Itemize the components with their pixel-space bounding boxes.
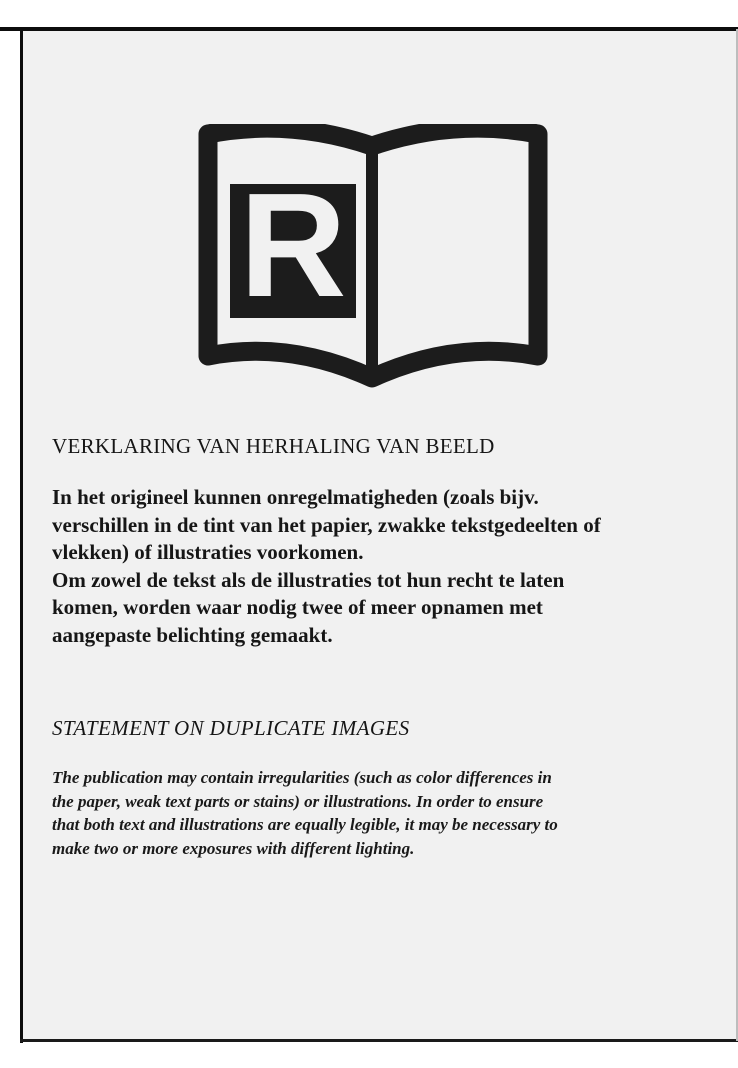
logo-letter: R (239, 163, 347, 328)
dutch-line: vlekken) of illustraties voorkomen. (52, 540, 364, 564)
english-line: the paper, weak text parts or stains) or illustrations. In order to ensure (52, 791, 544, 811)
english-line: that both text and illustrations are equally legible, it may be necessary to (52, 815, 558, 834)
dutch-line: komen, worden waar nodig twee of meer opnamen met (52, 595, 543, 619)
open-book-r-icon (194, 124, 552, 388)
page-edge-bottom (20, 1039, 738, 1042)
english-body (52, 766, 732, 860)
page-edge-top (0, 27, 738, 31)
dutch-line: Om zowel de tekst als de illustraties tot hun recht te laten (52, 567, 565, 592)
dutch-heading: VERKLARING VAN HERHALING VAN BEELD (52, 434, 495, 458)
english-line: The publication may contain irregularities (such as color differences in (52, 768, 552, 787)
dutch-line: In het origineel kunnen onregelmatigheden (zoals bijv. (52, 485, 539, 509)
dutch-line: aangepaste belichting gemaakt. (52, 622, 333, 647)
english-line: make two or more exposures with different lighting. (52, 838, 415, 858)
page-edge-left (20, 29, 23, 1043)
english-heading: STATEMENT ON DUPLICATE IMAGES (52, 716, 410, 740)
dutch-body (52, 484, 728, 649)
dutch-line: verschillen in de tint van het papier, zwakke tekstgedeelten of (52, 512, 601, 537)
